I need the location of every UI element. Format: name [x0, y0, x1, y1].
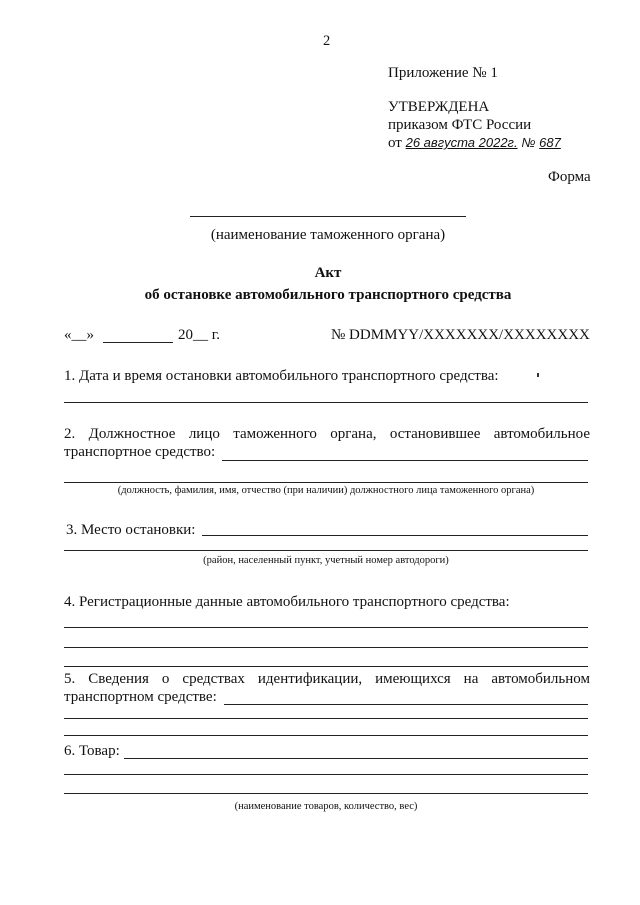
- approved-by: приказом ФТС России: [388, 117, 532, 133]
- section-4-label: 4. Регистрационные данные автомобильного транспортного средства:: [64, 594, 510, 610]
- section-4-line-a: [64, 627, 588, 628]
- section-2-label-line1: 2. Должностное лицо таможенного органа, остановившее автомобильное: [64, 426, 590, 442]
- section-1-line: [64, 402, 588, 403]
- date-prefix: от: [388, 135, 402, 151]
- section-1-label: 1. Дата и время остановки автомобильного транспортного средства:: [64, 368, 499, 384]
- section-5-line-b: [64, 718, 588, 719]
- order-number: 687: [539, 135, 561, 150]
- section-6-caption: (наименование товаров, количество, вес): [234, 801, 418, 812]
- section-2-line-a: [222, 460, 588, 461]
- section-3-line-a: [202, 535, 588, 536]
- customs-body-line: [190, 216, 466, 217]
- section-5-label-line1: 5. Сведения о средствах идентификации, имеющихся на автомобильном: [64, 671, 590, 687]
- number-sign: №: [521, 135, 536, 150]
- doc-subtitle: об остановке автомобильного транспортного средства: [144, 287, 512, 303]
- section-5-line-a: [224, 704, 588, 705]
- section-3-caption: (район, населенный пункт, учетный номер автодороги): [203, 555, 449, 566]
- section-2-line-b: [64, 482, 588, 483]
- approved-title: УТВЕРЖДЕНА: [388, 99, 490, 115]
- scan-mark: [537, 373, 539, 377]
- doc-number: № DDMMYY/XXXXXXX/XXXXXXXX: [331, 327, 590, 343]
- customs-body-caption: (наименование таможенного органа): [210, 227, 446, 243]
- section-6-line-c: [64, 793, 588, 794]
- date-month-line: [103, 342, 173, 343]
- section-5-label-line2: транспортном средстве:: [64, 689, 217, 705]
- page-number: 2: [323, 33, 331, 49]
- appendix-label: Приложение № 1: [388, 65, 498, 81]
- section-2-caption: (должность, фамилия, имя, отчество (при наличии) должностного лица таможенного органа): [117, 485, 535, 496]
- section-3-label: 3. Место остановки:: [66, 522, 196, 538]
- approval-date: 26 августа 2022г.: [405, 135, 518, 150]
- section-4-line-c: [64, 666, 588, 667]
- doc-title: Акт: [314, 265, 342, 281]
- approval-date-row: [388, 134, 561, 152]
- section-6-line-a: [124, 758, 588, 759]
- section-6-label: 6. Товар:: [64, 743, 120, 759]
- section-4-line-b: [64, 647, 588, 648]
- date-year: 20__ г.: [178, 327, 220, 343]
- section-3-line-b: [64, 550, 588, 551]
- form-label: Форма: [548, 169, 591, 185]
- section-6-line-b: [64, 774, 588, 775]
- date-day: «__»: [64, 327, 94, 343]
- section-5-line-c: [64, 735, 588, 736]
- section-2-label-line2: транспортное средство:: [64, 444, 216, 460]
